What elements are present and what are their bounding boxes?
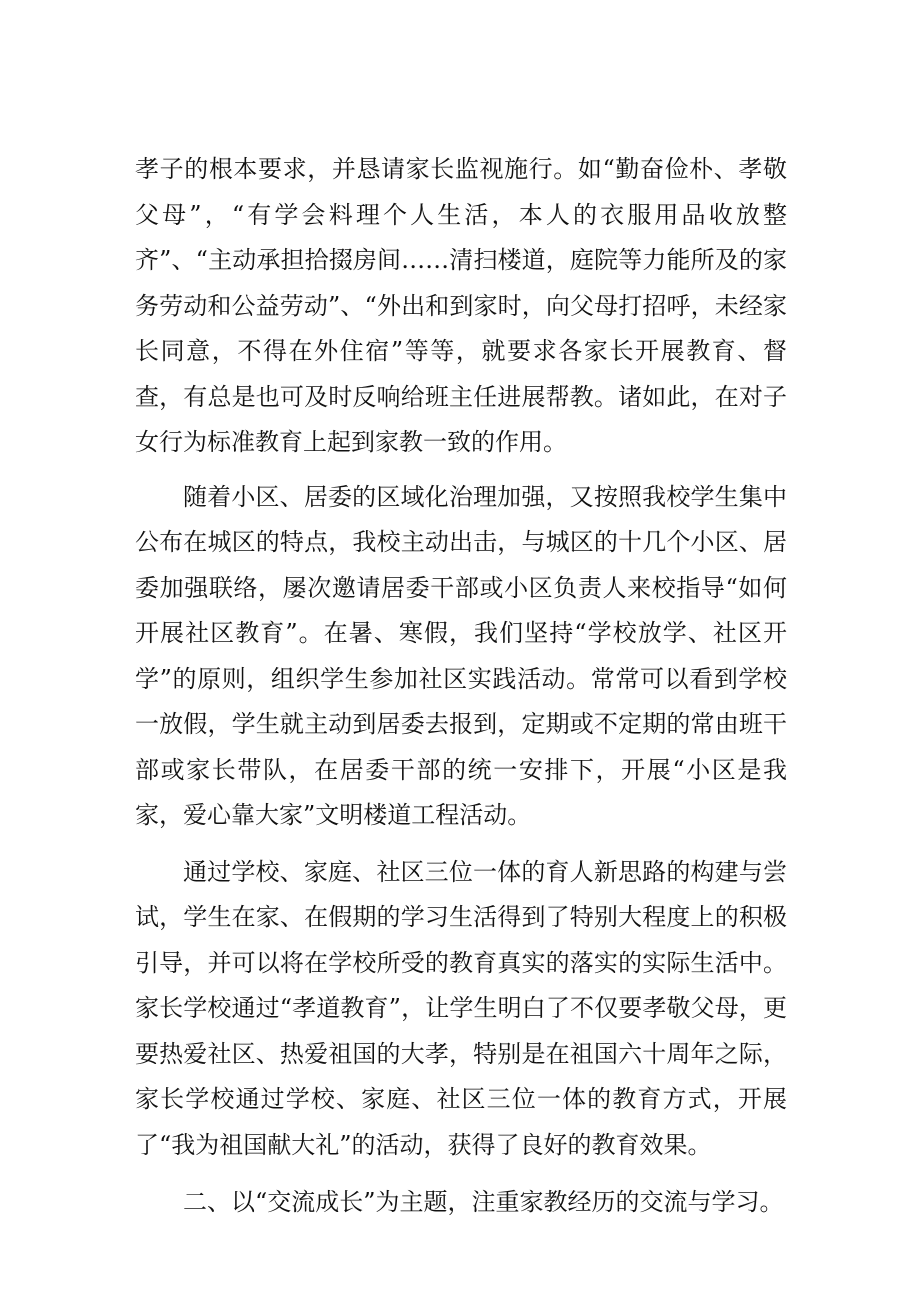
paragraph-3: 通过学校、家庭、社区三位一体的育人新思路的构建与尝试，学生在家、在假期的学习生活得到了特别大程度上的积极引导，并可以将在学校所受的教育真实的落实的实际生活中。家长学校通过“孝道教育”，让学生明白了不仅要孝敬父母，更要热爱社区、热爱祖国的大孝，特别是在祖国六十周年之际，家长学校通过学校、家庭、社区三位一体的教育方式，开展了“我为祖国献大礼”的活动，获得了良好的教育效果。 xyxy=(135,857,787,1159)
paragraph-2: 随着小区、居委的区域化治理加强，又按照我校学生集中公布在城区的特点，我校主动出击，与城区的十几个小区、居委加强联络，屡次邀请居委干部或小区负责人来校指导“如何开展社区教育”。在暑、寒假，我们坚持“学校放学、社区开学”的原则，组织学生参加社区实践活动。常常可以看到学校一放假，学生就主动到居委去报到，定期或不定期的常由班干部或家长带队，在居委干部的统一安排下，开展“小区是我家，爱心靠大家”文明楼道工程活动。 xyxy=(135,482,787,829)
document-body xyxy=(135,147,787,1226)
paragraph-1: 孝子的根本要求，并恳请家长监视施行。如“勤奋俭朴、孝敬父母”，“有学会料理个人生活，本人的衣服用品收放整齐”、“主动承担拾掇房间……清扫楼道，庭院等力能所及的家务劳动和公益劳动”、“外出和到家时，向父母打招呼，未经家长同意，不得在外住宿”等等，就要求各家长开展教育、督查，有总是也可及时反响给班主任进展帮教。诸如此，在对子女行为标准教育上起到家教一致的作用。 xyxy=(135,155,787,456)
section-heading: 二、以“交流成长”为主题，注重家教经历的交流与学习。 xyxy=(183,1188,784,1216)
